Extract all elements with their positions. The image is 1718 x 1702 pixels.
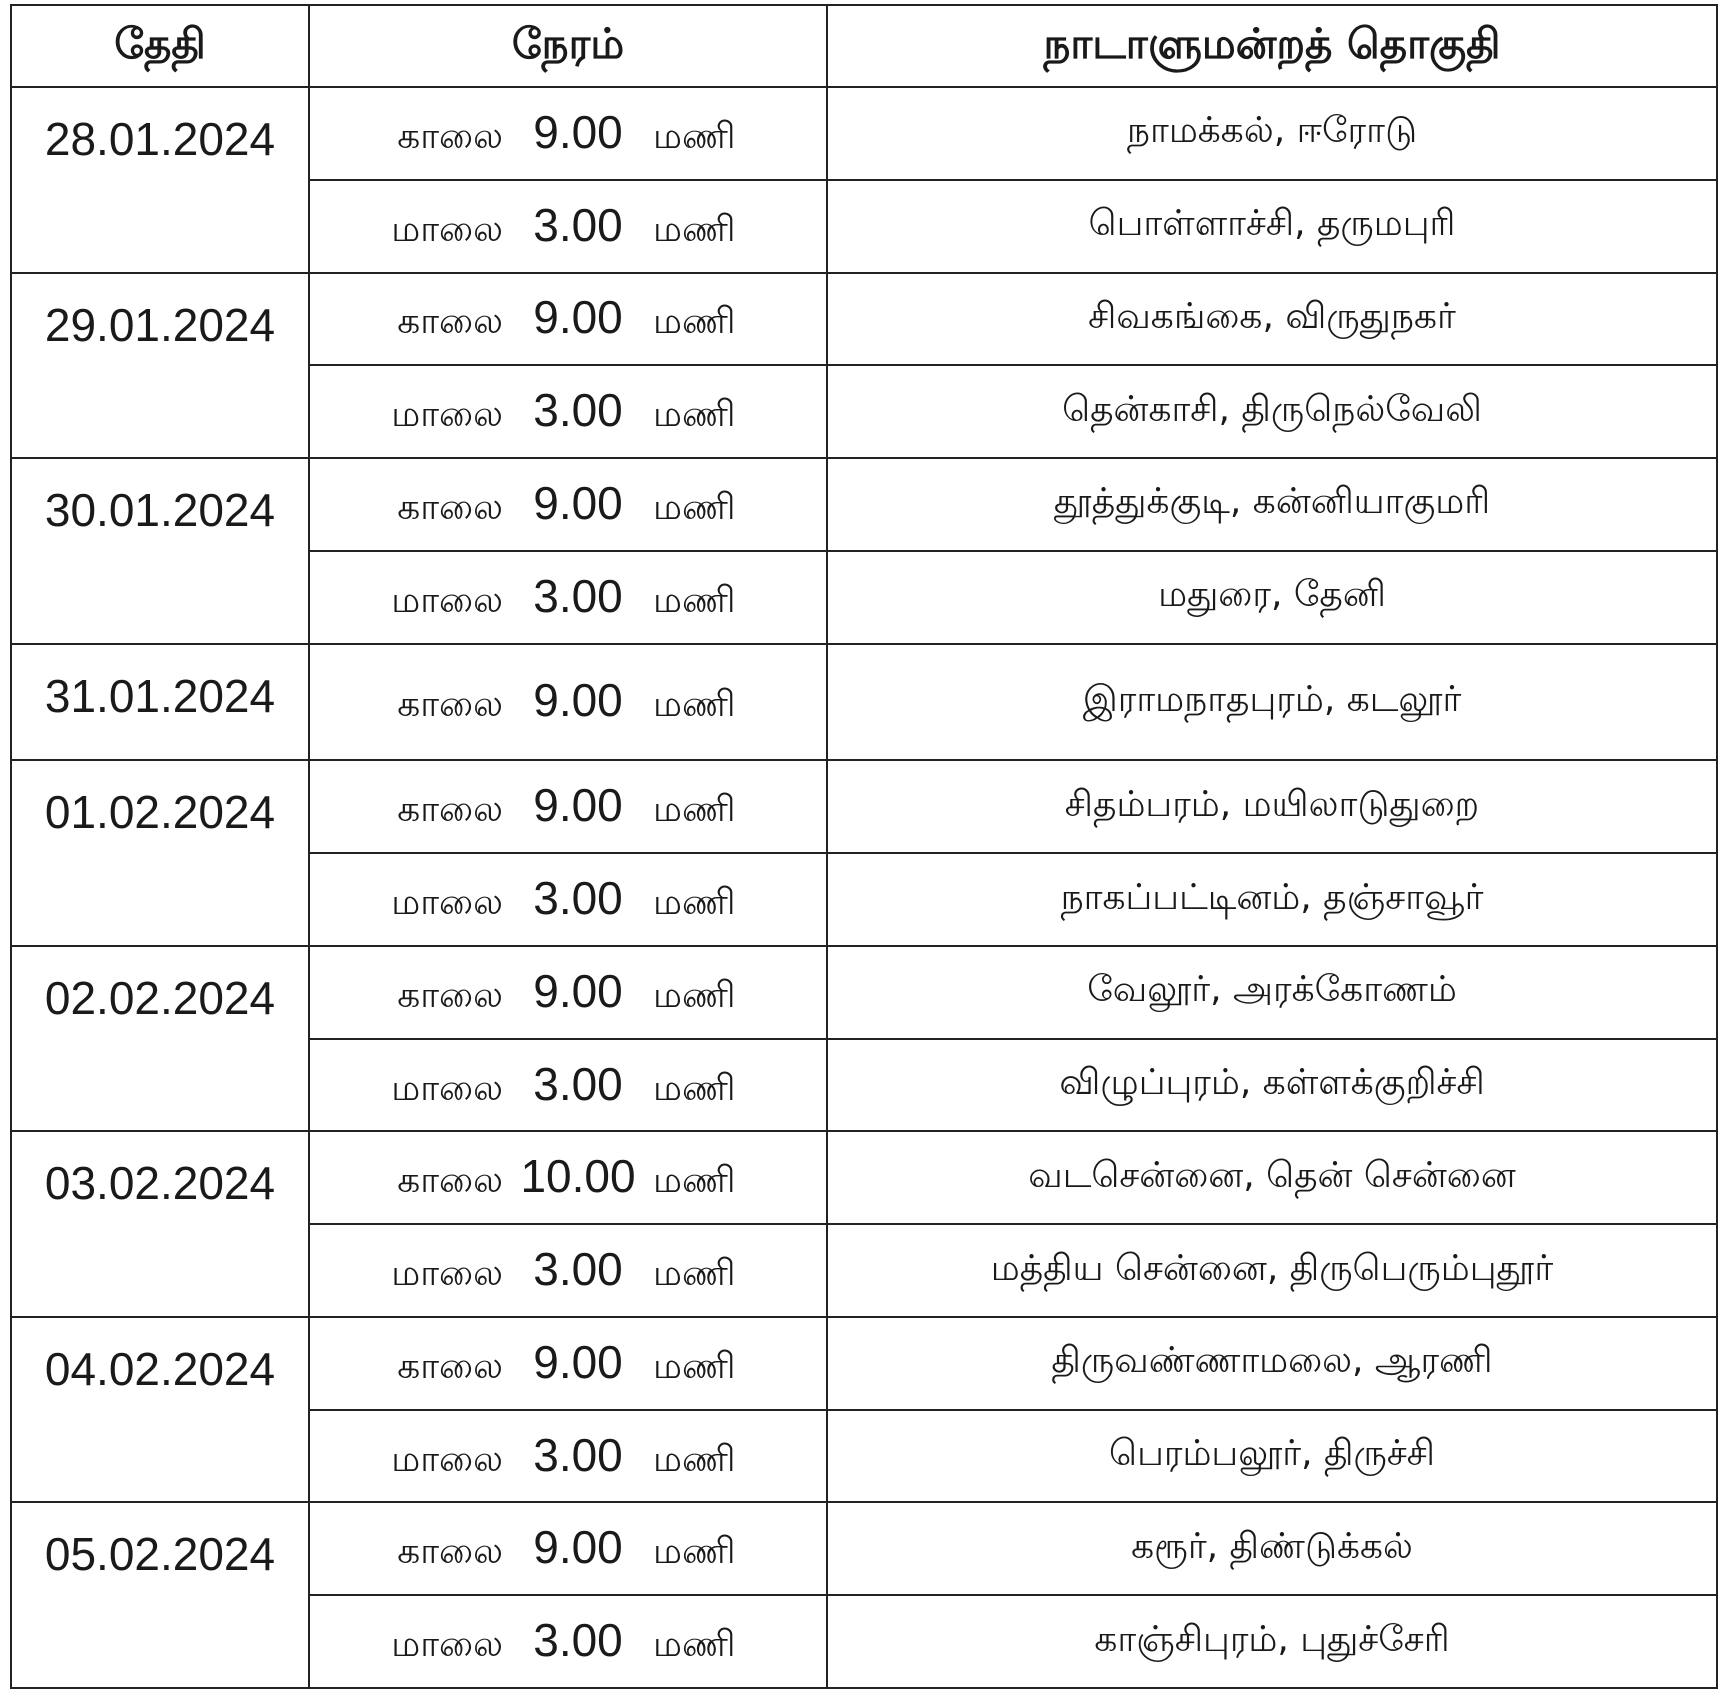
table-row: [11, 1317, 1717, 1410]
table-body: [11, 87, 1717, 1688]
date-cell: 31.01.2024: [11, 644, 309, 761]
constituency-cell: சிதம்பரம், மயிலாடுதுறை: [827, 760, 1717, 853]
time-value: 9.00: [533, 674, 623, 727]
time-value: 9.00: [533, 779, 623, 832]
time-unit: மணி: [653, 789, 736, 831]
time-value: 9.00: [533, 1521, 623, 1574]
table-row: [11, 1131, 1717, 1224]
time-cell: [309, 644, 827, 761]
time-value: 3.00: [533, 1243, 623, 1296]
constituency-cell: மத்திய சென்னை, திருபெரும்புதூர்: [827, 1224, 1717, 1317]
time-unit: மணி: [653, 301, 736, 343]
time-value: 3.00: [533, 198, 623, 251]
time-cell: [309, 365, 827, 458]
constituency-cell: பெரம்பலூர், திருச்சி: [827, 1410, 1717, 1503]
constituency-cell: விழுப்புரம், கள்ளக்குறிச்சி: [827, 1039, 1717, 1132]
time-period: மாலை: [391, 1438, 503, 1480]
time-value: 3.00: [533, 384, 623, 437]
date-cell: 01.02.2024: [11, 760, 309, 946]
time-cell: [309, 853, 827, 946]
time-period: மாலை: [391, 579, 503, 621]
table-row: [11, 273, 1717, 366]
time-value: 10.00: [520, 1150, 636, 1203]
time-period: காலை: [397, 115, 503, 157]
time-value: 9.00: [533, 105, 623, 158]
time-period: காலை: [397, 974, 503, 1016]
date-cell: 30.01.2024: [11, 458, 309, 644]
time-cell: [309, 1502, 827, 1595]
date-cell: 29.01.2024: [11, 273, 309, 459]
time-value: 9.00: [533, 964, 623, 1017]
time-period: காலை: [397, 1160, 503, 1202]
constituency-cell: தென்காசி, திருநெல்வேலி: [827, 365, 1717, 458]
header-row: [11, 5, 1717, 87]
time-unit: மணி: [653, 579, 736, 621]
constituency-cell: சிவகங்கை, விருதுநகர்: [827, 273, 1717, 366]
time-cell: [309, 87, 827, 180]
time-period: காலை: [397, 684, 503, 726]
time-unit: மணி: [653, 1624, 736, 1666]
header-constituency: நாடாளுமன்றத் தொகுதி: [827, 5, 1717, 87]
table-header: [11, 5, 1717, 87]
table-row: [11, 760, 1717, 853]
constituency-cell: பொள்ளாச்சி, தருமபுரி: [827, 180, 1717, 273]
date-cell: 28.01.2024: [11, 87, 309, 273]
header-time: நேரம்: [309, 5, 827, 87]
constituency-cell: திருவண்ணாமலை, ஆரணி: [827, 1317, 1717, 1410]
table-row: [11, 1502, 1717, 1595]
time-unit: மணி: [653, 115, 736, 157]
table-row: [11, 644, 1717, 761]
time-value: 9.00: [533, 476, 623, 529]
date-cell: 02.02.2024: [11, 946, 309, 1132]
time-value: 3.00: [533, 872, 623, 925]
time-cell: [309, 1131, 827, 1224]
time-period: மாலை: [391, 208, 503, 250]
time-cell: [309, 760, 827, 853]
constituency-cell: வேலூர், அரக்கோணம்: [827, 946, 1717, 1039]
time-cell: [309, 273, 827, 366]
time-period: மாலை: [391, 1067, 503, 1109]
time-period: காலை: [397, 301, 503, 343]
time-unit: மணி: [653, 486, 736, 528]
time-unit: மணி: [653, 974, 736, 1016]
time-period: மாலை: [391, 882, 503, 924]
time-unit: மணி: [653, 684, 736, 726]
table-row: [11, 87, 1717, 180]
time-unit: மணி: [653, 1531, 736, 1573]
time-cell: [309, 1410, 827, 1503]
time-period: காலை: [397, 1531, 503, 1573]
date-cell: 03.02.2024: [11, 1131, 309, 1317]
time-value: 9.00: [533, 291, 623, 344]
time-value: 9.00: [533, 1335, 623, 1388]
time-cell: [309, 1039, 827, 1132]
time-cell: [309, 1317, 827, 1410]
constituency-cell: நாகப்பட்டினம், தஞ்சாவூர்: [827, 853, 1717, 946]
constituency-cell: வடசென்னை, தென் சென்னை: [827, 1131, 1717, 1224]
constituency-cell: கரூர், திண்டுக்கல்: [827, 1502, 1717, 1595]
time-period: மாலை: [391, 1624, 503, 1666]
date-cell: 04.02.2024: [11, 1317, 309, 1503]
time-cell: [309, 1224, 827, 1317]
header-date: தேதி: [11, 5, 309, 87]
time-unit: மணி: [653, 1345, 736, 1387]
time-unit: மணி: [653, 394, 736, 436]
time-unit: மணி: [653, 1067, 736, 1109]
table-row: [11, 946, 1717, 1039]
time-unit: மணி: [653, 1253, 736, 1295]
constituency-cell: இராமநாதபுரம், கடலூர்: [827, 644, 1717, 761]
date-cell: 05.02.2024: [11, 1502, 309, 1688]
time-period: காலை: [397, 1345, 503, 1387]
time-unit: மணி: [653, 882, 736, 924]
time-period: மாலை: [391, 394, 503, 436]
time-value: 3.00: [533, 1614, 623, 1667]
schedule-table: [10, 4, 1718, 1689]
time-value: 3.00: [533, 1428, 623, 1481]
time-unit: மணி: [653, 208, 736, 250]
time-value: 3.00: [533, 569, 623, 622]
constituency-cell: காஞ்சிபுரம், புதுச்சேரி: [827, 1595, 1717, 1688]
time-cell: [309, 180, 827, 273]
constituency-cell: மதுரை, தேனி: [827, 551, 1717, 644]
time-cell: [309, 458, 827, 551]
time-cell: [309, 551, 827, 644]
constituency-cell: தூத்துக்குடி, கன்னியாகுமரி: [827, 458, 1717, 551]
time-period: காலை: [397, 789, 503, 831]
time-unit: மணி: [653, 1160, 736, 1202]
time-period: மாலை: [391, 1253, 503, 1295]
time-value: 3.00: [533, 1057, 623, 1110]
table-row: [11, 458, 1717, 551]
time-period: காலை: [397, 486, 503, 528]
time-cell: [309, 1595, 827, 1688]
time-unit: மணி: [653, 1438, 736, 1480]
time-cell: [309, 946, 827, 1039]
constituency-cell: நாமக்கல், ஈரோடு: [827, 87, 1717, 180]
